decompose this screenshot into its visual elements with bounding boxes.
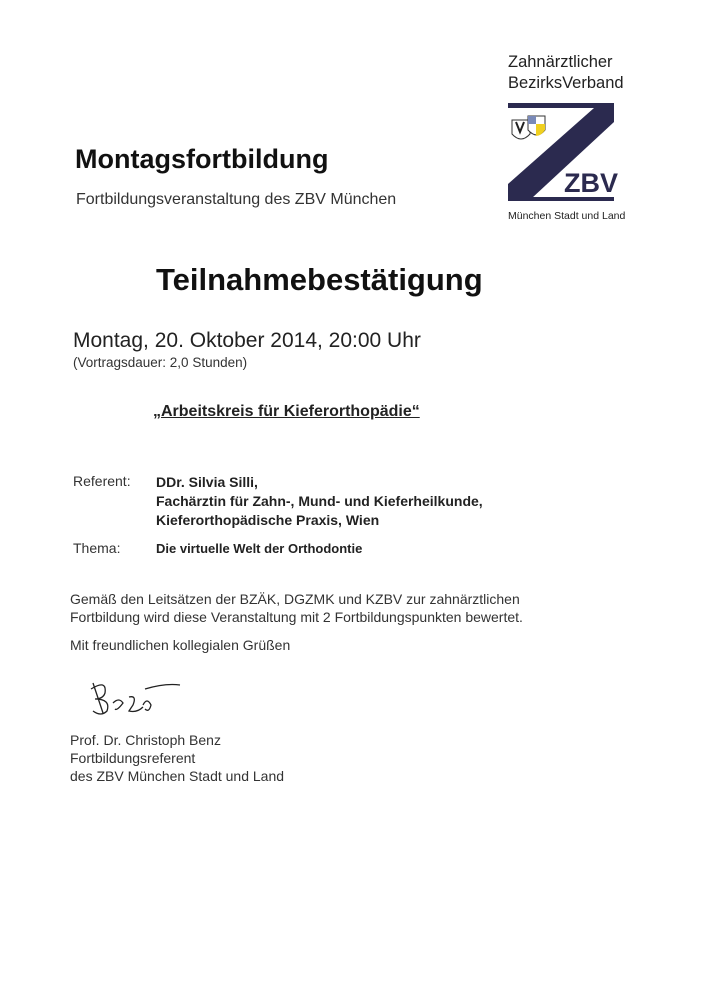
event-duration: (Vortragsdauer: 2,0 Stunden) <box>73 355 248 370</box>
signatory-role: Fortbildungsreferent <box>70 750 196 766</box>
page-title: Montagsfortbildung <box>75 144 329 174</box>
signatory <box>70 731 284 785</box>
org-name-line1: Zahnärztlicher <box>508 53 613 71</box>
speaker-practice: Kieferorthopädische Praxis, Wien <box>156 512 380 528</box>
speaker-label: Referent: <box>73 473 131 489</box>
zbv-logo <box>506 100 618 204</box>
signature-icon <box>85 675 185 720</box>
speaker-name: DDr. Silvia Silli, <box>156 474 258 490</box>
greeting: Mit freundlichen kollegialen Grüßen <box>70 637 291 653</box>
event-date-time: Montag, 20. Oktober 2014, 20:00 Uhr <box>73 329 421 352</box>
page-subtitle: Fortbildungsveranstaltung des ZBV München <box>76 191 397 208</box>
document-title: Teilnahmebestätigung <box>156 262 483 297</box>
topic-value: Die virtuelle Welt der Orthodontie <box>156 541 363 556</box>
logo-zbv-text: ZBV <box>564 168 618 198</box>
signatory-name: Prof. Dr. Christoph Benz <box>70 732 221 748</box>
speaker-title: Fachärztin für Zahn-, Mund- und Kieferheilkunde, <box>156 493 483 509</box>
accreditation-line-1: Gemäß den Leitsätzen der BZÄK, DGZMK und KZBV zur zahnärztlichen <box>70 591 520 607</box>
logo-top-bar <box>508 103 614 108</box>
org-location: München Stadt und Land <box>508 210 626 222</box>
signatory-org: des ZBV München Stadt und Land <box>70 768 285 784</box>
coat-of-arms-icon <box>512 116 545 139</box>
accreditation-line-2: Fortbildung wird diese Veranstaltung mit 2 Fortbildungspunkten bewertet. <box>70 609 523 625</box>
speaker-details <box>156 473 483 530</box>
org-name-line2: BezirksVerband <box>508 74 624 92</box>
accreditation-text <box>70 590 523 626</box>
event-name: „Arbeitskreis für Kieferorthopädie“ <box>153 403 420 420</box>
topic-label: Thema: <box>73 540 121 556</box>
